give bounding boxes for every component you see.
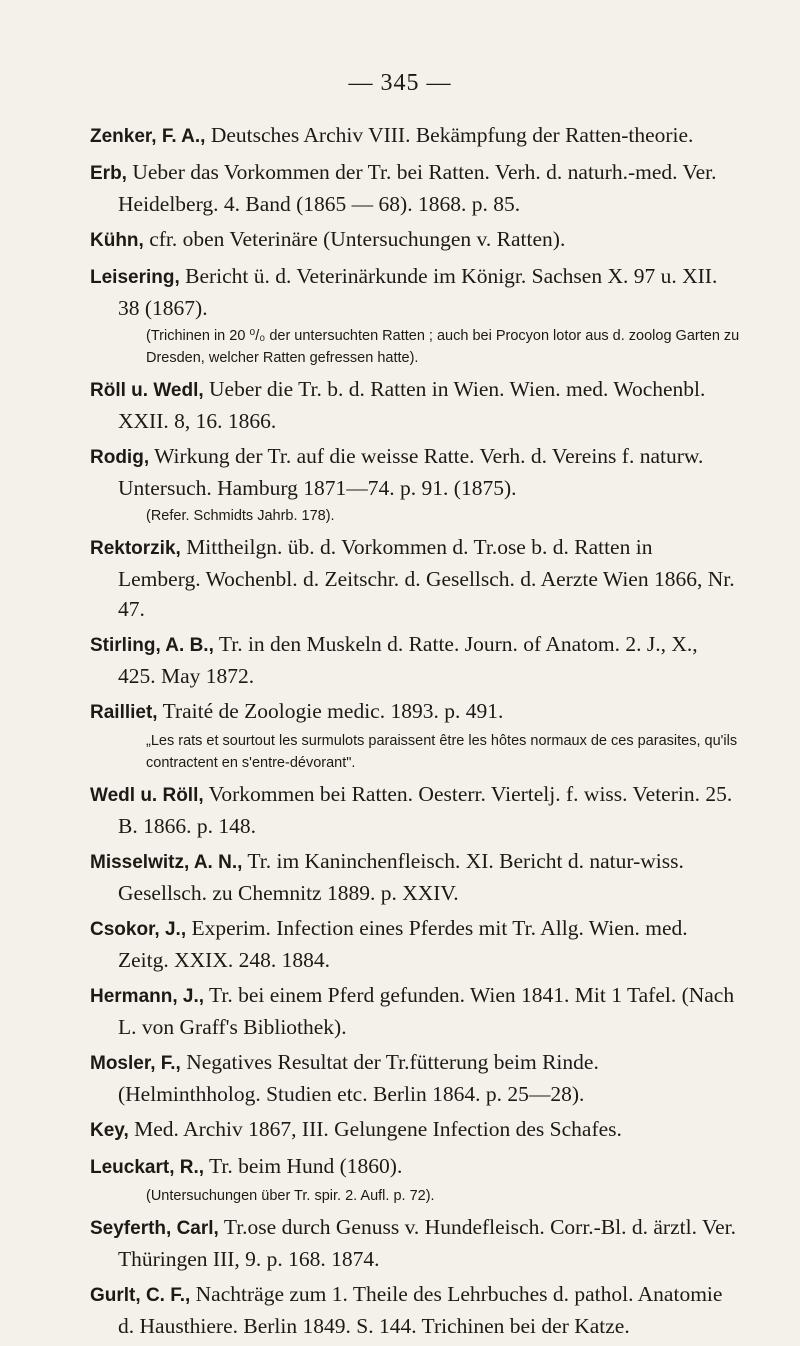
entry-note: „Les rats et sourtout les surmulots paraissent être les hôtes normaux de ces parasites, qu'ils contractent en s'entre-dévorant". <box>146 733 738 771</box>
entry-note: (Refer. Schmidts Jahrb. 178). <box>146 508 335 524</box>
entry-text: Bericht ü. d. Veterinärkunde im Königr. Sachsen X. 97 u. XII. 38 (1867). <box>118 264 718 320</box>
entry-author: Seyferth, Carl, <box>90 1218 219 1239</box>
entry-author: Wedl u. Röll, <box>90 785 204 806</box>
entry-text: Tr. im Kaninchenfleisch. XI. Bericht d. natur-wiss. Gesellsch. zu Chemnitz 1889. p. XXIV. <box>118 849 684 905</box>
bibliography-entry <box>90 261 740 369</box>
bibliography-entry <box>90 1151 740 1207</box>
entry-note: (Trichinen in 20 ⁰/₀ der untersuchten Ratten ; auch bei Procyon lotor aus d. zoolog Garten zu Dresden, welcher Ratten gefressen hatte). <box>146 328 740 366</box>
entry-text: Traité de Zoologie medic. 1893. p. 491. <box>157 699 504 723</box>
bibliography-entry <box>90 980 740 1042</box>
bibliography-entry <box>90 441 740 527</box>
bibliography-entry <box>90 1047 740 1109</box>
bibliography-entry <box>90 629 740 691</box>
entry-text: Tr. in den Muskeln d. Ratte. Journ. of Anatom. 2. J., X., 425. May 1872. <box>118 632 698 688</box>
bibliography-entry <box>90 1279 740 1341</box>
entry-author: Rektorzik, <box>90 538 181 559</box>
entry-author: Erb, <box>90 163 127 184</box>
entry-text: Negatives Resultat der Tr.fütterung beim Rinde. (Helminthholog. Studien etc. Berlin 1864. p. 25—28). <box>118 1050 599 1106</box>
entry-author: Key, <box>90 1120 129 1141</box>
bibliography-entry <box>90 157 740 219</box>
entry-text: Med. Archiv 1867, III. Gelungene Infection des Schafes. <box>128 1117 622 1141</box>
entry-text: Tr. bei einem Pferd gefunden. Wien 1841. Mit 1 Tafel. (Nach L. von Graff's Bibliothek). <box>118 983 735 1039</box>
bibliography-entry <box>90 374 740 436</box>
bibliography-entry <box>90 696 740 774</box>
entry-author: Röll u. Wedl, <box>90 380 204 401</box>
entry-author: Hermann, J., <box>90 986 205 1007</box>
bibliography-list <box>90 120 740 1346</box>
entry-author: Railliet, <box>90 702 158 723</box>
bibliography-entry <box>90 1114 740 1146</box>
entry-text: Wirkung der Tr. auf die weisse Ratte. Verh. d. Vereins f. naturw. Untersuch. Hamburg 1871—74. p. 91. (1875). <box>118 444 704 500</box>
entry-note: (Untersuchungen über Tr. spir. 2. Aufl. p. 72). <box>146 1188 435 1204</box>
entry-author: Leuckart, R., <box>90 1157 205 1178</box>
bibliography-entry <box>90 224 740 256</box>
entry-author: Kühn, <box>90 230 144 251</box>
entry-author: Leisering, <box>90 267 180 288</box>
entry-author: Stirling, A. B., <box>90 635 214 656</box>
entry-author: Misselwitz, A. N., <box>90 852 243 873</box>
bibliography-entry <box>90 1212 740 1274</box>
entry-text: Experim. Infection eines Pferdes mit Tr. Allg. Wien. med. Zeitg. XXIX. 248. 1884. <box>118 916 688 972</box>
entry-text: Deutsches Archiv VIII. Bekämpfung der Ratten-theorie. <box>205 123 694 147</box>
entry-text: Vorkommen bei Ratten. Oesterr. Viertelj. f. wiss. Veterin. 25. B. 1866. p. 148. <box>118 782 733 838</box>
entry-author: Mosler, F., <box>90 1053 181 1074</box>
entry-text: Tr.ose durch Genuss v. Hundefleisch. Corr.-Bl. d. ärztl. Ver. Thüringen III, 9. p. 168. 1874. <box>118 1215 736 1271</box>
bibliography-entry <box>90 532 740 624</box>
entry-text: Ueber die Tr. b. d. Ratten in Wien. Wien. med. Wochenbl. XXII. 8, 16. 1866. <box>118 377 706 433</box>
entry-text: Ueber das Vorkommen der Tr. bei Ratten. Verh. d. naturh.-med. Ver. Heidelberg. 4. Band (1865 — 68). 1868. p. 85. <box>118 160 717 216</box>
bibliography-entry <box>90 779 740 841</box>
entry-text: Tr. beim Hund (1860). <box>204 1154 403 1178</box>
entry-author: Gurlt, C. F., <box>90 1285 191 1306</box>
entry-text: Mittheilgn. üb. d. Vorkommen d. Tr.ose b. d. Ratten in Lemberg. Wochenbl. d. Zeitschr. d. Gesellsch. d. Aerzte Wien 1866, Nr. 47. <box>118 535 735 621</box>
page-number: — 345 — <box>348 70 452 96</box>
entry-text: Nachträge zum 1. Theile des Lehrbuches d. pathol. Anatomie d. Hausthiere. Berlin 1849. S. 144. Trichinen bei der Katze. <box>118 1282 723 1338</box>
bibliography-entry <box>90 913 740 975</box>
entry-author: Csokor, J., <box>90 919 187 940</box>
entry-author: Rodig, <box>90 447 150 468</box>
entry-author: Zenker, F. A., <box>90 126 206 147</box>
bibliography-entry <box>90 120 740 152</box>
bibliography-entry <box>90 846 740 908</box>
entry-text: cfr. oben Veterinäre (Untersuchungen v. Ratten). <box>143 227 566 251</box>
